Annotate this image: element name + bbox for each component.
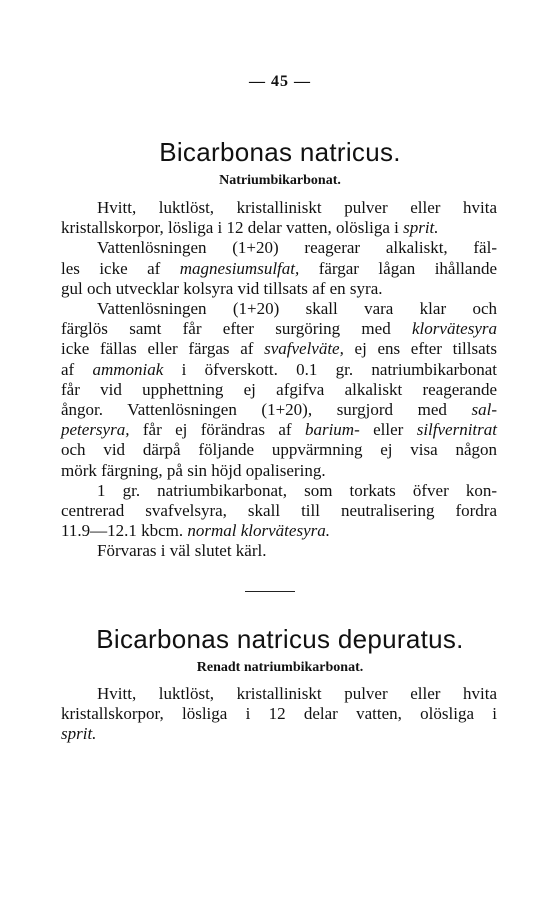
text-run: Förvaras i väl slutet kärl. [97, 541, 267, 561]
text-run: ej ens efter tillsats [343, 339, 497, 359]
text-line [61, 420, 497, 440]
section-title-bicarbonas-natricus-depuratus: Bicarbonas natricus depuratus. [96, 624, 464, 654]
text-line [61, 481, 497, 501]
text-run: les icke af [61, 258, 180, 278]
text-run: Vattenlösningen (1+20) reagerar alkaliskt, fäl- [97, 238, 497, 258]
text-run: och vid därpå följande uppvärmning ej visa någon [61, 440, 497, 460]
text-run: gul och utvecklar kolsyra vid tillsats af en syra. [61, 278, 383, 298]
text-run: icke fällas eller färgas af [61, 339, 265, 359]
section-body-bicarbonas-natricus [61, 198, 497, 562]
text-line [61, 501, 497, 521]
text-line [61, 339, 497, 359]
section-title-bicarbonas-natricus: Bicarbonas natricus. [159, 137, 401, 167]
text-run: färglös samt får efter surgöring med [61, 319, 413, 339]
text-run: kristallskorpor, lösliga i 12 delar vatten, olösliga i [61, 218, 404, 238]
text-run: Hvitt, luktlöst, kristalliniskt pulver eller hvita [97, 198, 497, 217]
text-run: 1 gr. natriumbikarbonat, som torkats öfver kon- [97, 480, 497, 500]
text-run: färgar lågan ihållande [299, 258, 497, 278]
text-run: får vid upphettning ej afgifva alkaliskt reagerande [61, 379, 497, 399]
text-run: får ej förändras af [129, 420, 305, 440]
italic-term: klorvätesyra [412, 319, 497, 339]
text-line [61, 440, 497, 460]
text-line [61, 238, 497, 258]
italic-term: barium- [304, 420, 360, 440]
text-line [61, 400, 497, 420]
text-line [61, 724, 497, 744]
text-line [61, 704, 497, 724]
text-line [61, 198, 497, 218]
text-line [61, 319, 497, 339]
italic-term: petersyra, [61, 420, 130, 440]
text-run: mörk färgning, på sin höjd opalisering. [61, 460, 326, 480]
italic-term: sal- [471, 400, 497, 420]
text-line [61, 541, 497, 561]
italic-term: sprit. [61, 724, 97, 744]
text-line [61, 259, 497, 279]
section-subtitle-renadt-natriumbikarbonat: Renadt natriumbikarbonat. [196, 660, 364, 675]
text-run: centrerad svafvelsyra, skall till neutralisering fordra [61, 501, 497, 521]
text-line [61, 521, 497, 541]
italic-term: svafvelväte, [264, 339, 344, 359]
section-body-bicarbonas-natricus-depuratus [61, 684, 497, 745]
italic-term: magnesiumsulfat, [179, 258, 300, 278]
text-line [61, 461, 497, 481]
text-line [61, 279, 497, 299]
italic-term: silfvernitrat [416, 420, 497, 440]
text-line [61, 218, 497, 238]
section-divider [245, 591, 295, 592]
text-run: kristallskorpor, lösliga i 12 delar vatten, olösliga i [61, 704, 497, 724]
text-run: i öfverskott. 0.1 gr. natriumbikarbonat [163, 359, 497, 379]
text-run: eller [359, 420, 417, 440]
text-line [61, 360, 497, 380]
italic-term: ammoniak [92, 359, 164, 379]
text-line [61, 299, 497, 319]
text-line [61, 380, 497, 400]
italic-term: sprit. [403, 218, 439, 238]
text-run: Vattenlösningen (1+20) skall vara klar och [97, 299, 497, 319]
text-line [61, 684, 497, 704]
section-subtitle-natriumbikarbonat: Natriumbikarbonat. [219, 173, 341, 188]
text-run: Hvitt, luktlöst, kristalliniskt pulver eller hvita [97, 684, 497, 703]
italic-term: normal klorvätesyra. [187, 521, 330, 541]
page-number: — 45 — [249, 73, 311, 90]
text-run: 11.9—12.1 kbcm. [61, 521, 188, 541]
text-run: ångor. Vattenlösningen (1+20), surgjord med [61, 400, 472, 420]
text-run: af [61, 359, 93, 379]
